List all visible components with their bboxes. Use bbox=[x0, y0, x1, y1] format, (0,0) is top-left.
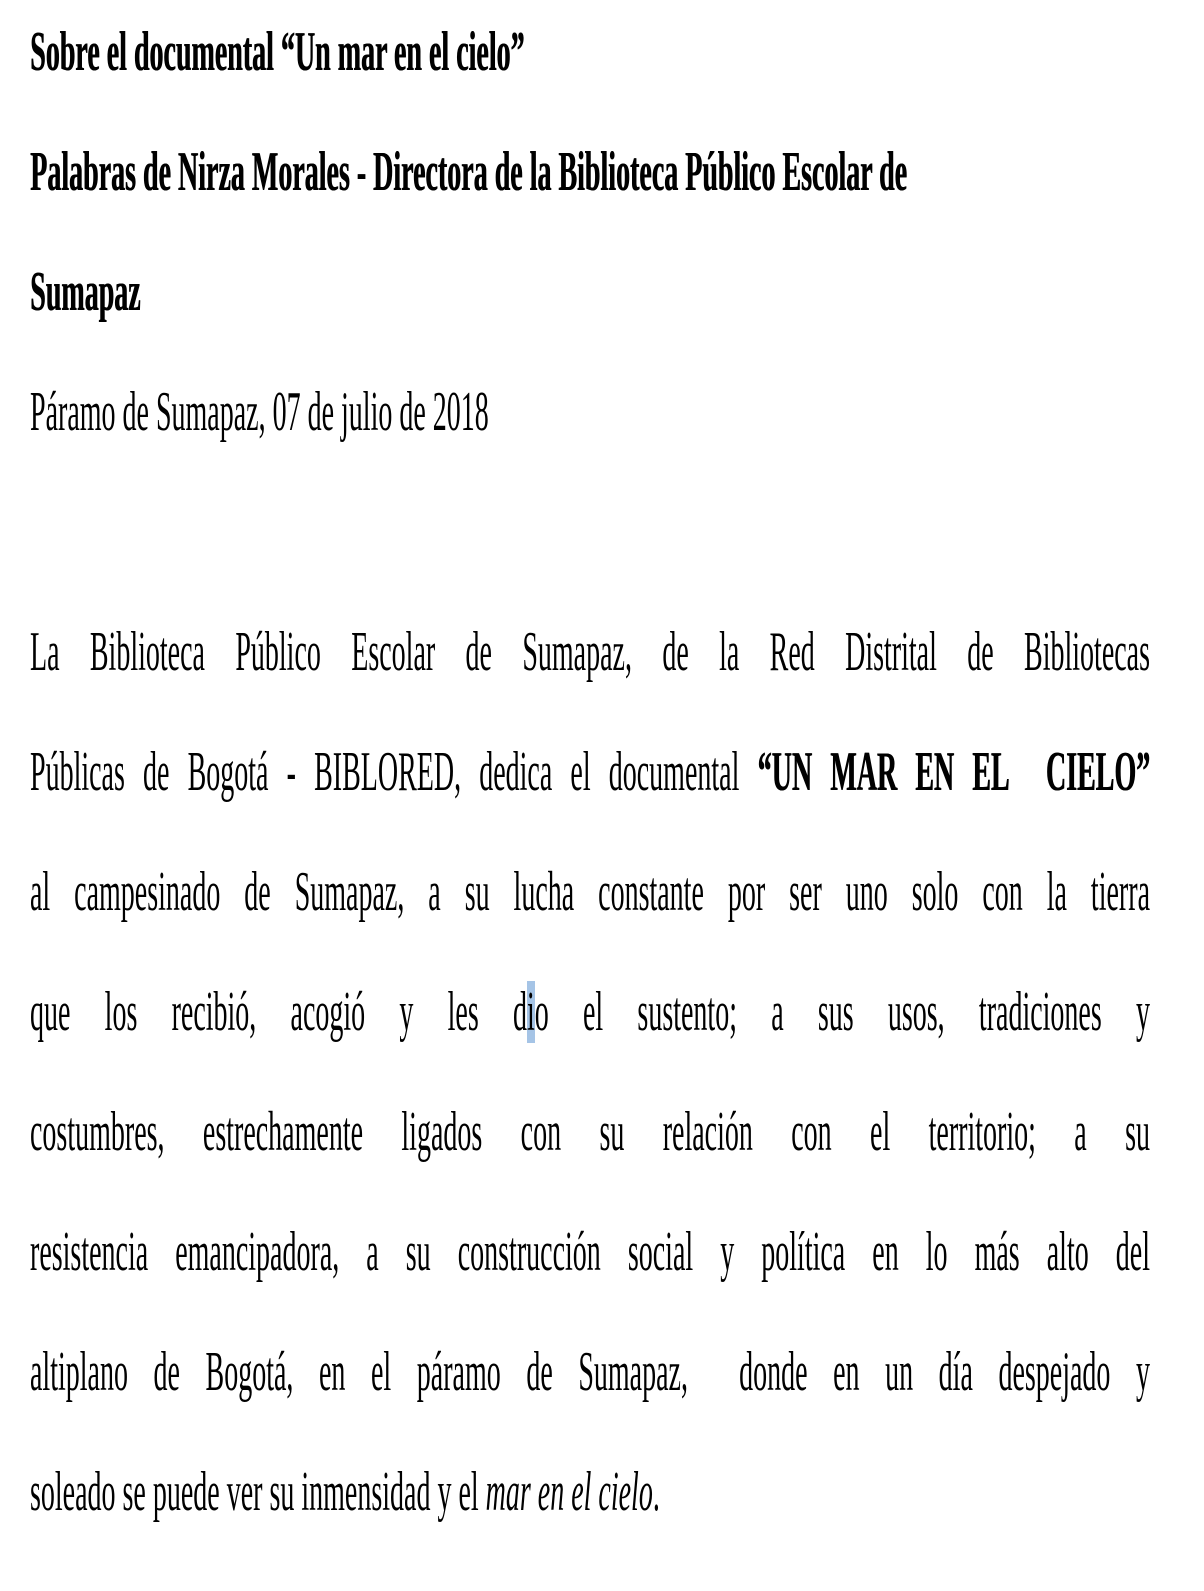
dateline bbox=[30, 352, 1150, 472]
text-segment: Públicas de Bogotá - BIBLORED, dedica el documental bbox=[30, 741, 758, 803]
body-line-7 bbox=[30, 1312, 1150, 1432]
text-segment: soleado se puede ver su inmensidad y el bbox=[30, 1461, 486, 1523]
subtitle-line-1 bbox=[30, 112, 1150, 232]
body-line-4 bbox=[30, 952, 1150, 1072]
bold-text-segment: Sobre el documental “Un mar en el cielo” bbox=[30, 21, 525, 83]
text-segment: o el sustento; a sus usos, tradiciones y bbox=[534, 981, 1150, 1043]
bold-text-segment: “UN MAR EN EL CIELO” bbox=[757, 741, 1150, 803]
body-line-1 bbox=[30, 592, 1150, 712]
text-segment: al campesinado de Sumapaz, a su lucha constante por ser uno solo con la tierra bbox=[30, 861, 1150, 923]
text-segment: Páramo de Sumapaz, 07 de julio de 2018 bbox=[30, 381, 489, 443]
document-lines bbox=[30, 0, 1150, 1552]
italic-text-segment: mar en el cielo bbox=[485, 1461, 653, 1523]
bold-text-segment: Palabras de Nirza Morales - Directora de la Biblioteca Público Escolar de bbox=[30, 141, 907, 203]
text-segment: . bbox=[652, 1461, 660, 1523]
body-line-6 bbox=[30, 1192, 1150, 1312]
text-segment: resistencia emancipadora, a su construcción social y política en lo más alto del bbox=[30, 1221, 1150, 1283]
subtitle-line-2 bbox=[30, 232, 1150, 352]
text-segment: que los recibió, acogió y les d bbox=[30, 981, 527, 1043]
text-segment: costumbres, estrechamente ligados con su relación con el territorio; a su bbox=[30, 1101, 1150, 1163]
blank-line bbox=[30, 472, 1150, 592]
text-segment: La Biblioteca Público Escolar de Sumapaz, de la Red Distrital de Bibliotecas bbox=[30, 621, 1150, 683]
body-line-3 bbox=[30, 832, 1150, 952]
body-line-5 bbox=[30, 1072, 1150, 1192]
body-line-8 bbox=[30, 1432, 1150, 1552]
bold-text-segment: Sumapaz bbox=[30, 261, 141, 323]
title-line bbox=[30, 0, 1150, 112]
text-segment: altiplano de Bogotá, en el páramo de Sumapaz, donde en un día despejado y bbox=[30, 1341, 1150, 1403]
body-line-2 bbox=[30, 712, 1150, 832]
highlighted-character: i bbox=[526, 981, 535, 1043]
